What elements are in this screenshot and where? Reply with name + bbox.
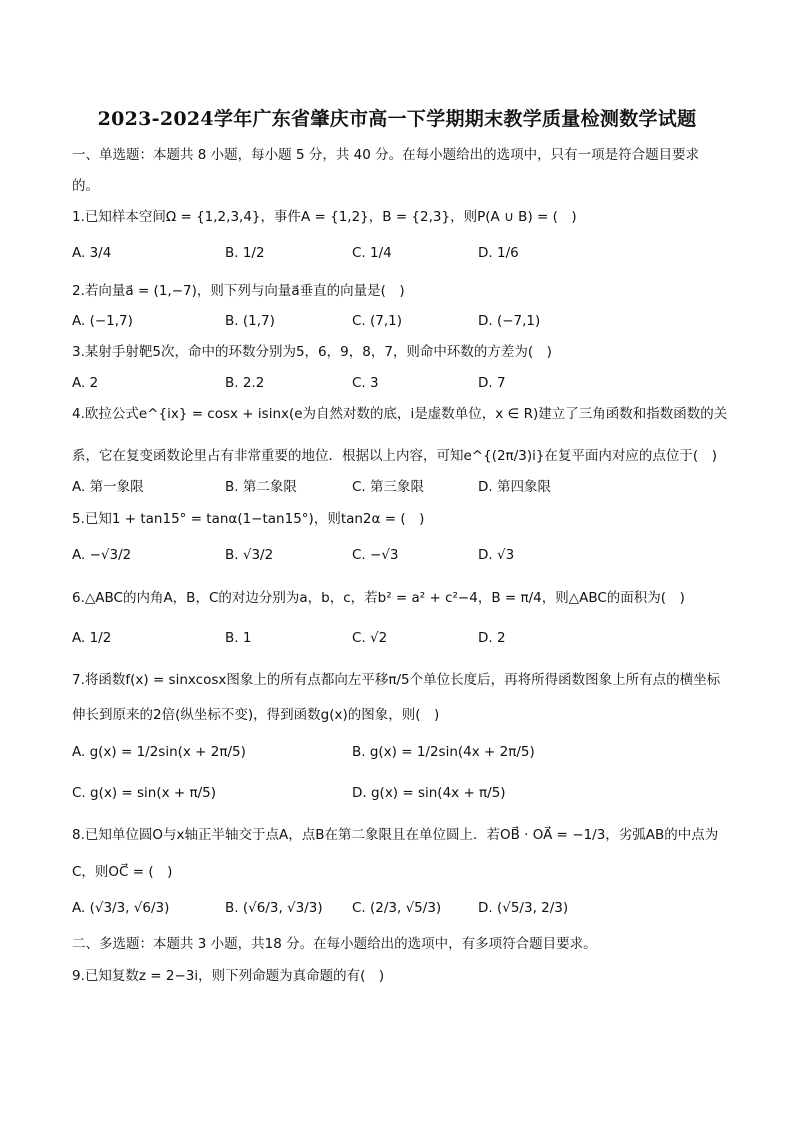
q2-option-b: B. (1,7) (225, 313, 275, 329)
question-7-stem-cont: 伸长到原来的2倍(纵坐标不变)，得到函数g(x)的图象，则( ) (72, 707, 440, 723)
question-7-stem: 7.将函数f(x) = sinxcosx图象上的所有点都向左平移π/5个单位长度后，再将所得函数图象上所有点的横坐标 (72, 672, 721, 688)
q6-option-c: C. √2 (352, 630, 388, 646)
question-3-stem: 3.某射手射靶5次，命中的环数分别为5，6，9，8，7，则命中环数的方差为( ) (72, 344, 552, 360)
q3-option-a: A. 2 (72, 375, 99, 391)
q1-option-c: C. 1/4 (352, 245, 392, 261)
question-6-stem: 6.△ABC的内角A，B，C的对边分别为a，b，c，若b² = a² + c²−4，B = π/4，则△ABC的面积为( ) (72, 590, 685, 606)
q7-option-d: D. g(x) = sin(4x + π/5) (352, 785, 506, 801)
q1-option-d: D. 1/6 (478, 245, 519, 261)
question-1-stem: 1.已知样本空间Ω = {1,2,3,4}，事件A = {1,2}，B = {2,3}，则P(A ∪ B) = ( ) (72, 209, 577, 225)
q7-option-c: C. g(x) = sin(x + π/5) (72, 785, 217, 801)
question-8-stem: 8.已知单位圆O与x轴正半轴交于点A，点B在第二象限且在单位圆上．若OB⃗ · OA⃗ = −1/3，劣弧AB的中点为 (72, 827, 719, 843)
q5-option-c: C. −√3 (352, 547, 399, 563)
question-5-stem: 5.已知1 + tan15° = tanα(1−tan15°)，则tan2α = ( ) (72, 511, 425, 527)
section-2-header: 二、多选题：本题共 3 小题，共18 分。在每小题给出的选项中，有多项符合题目要求。 (72, 936, 597, 952)
q1-option-b: B. 1/2 (225, 245, 265, 261)
q2-option-d: D. (−7,1) (478, 313, 541, 329)
q4-option-a: A. 第一象限 (72, 479, 144, 495)
q8-option-c: C. (2/3, √5/3) (352, 900, 442, 916)
q5-option-b: B. √3/2 (225, 547, 274, 563)
q5-option-a: A. −√3/2 (72, 547, 132, 563)
q7-option-b: B. g(x) = 1/2sin(4x + 2π/5) (352, 744, 535, 760)
q4-option-c: C. 第三象限 (352, 479, 425, 495)
q6-option-d: D. 2 (478, 630, 506, 646)
q1-option-a: A. 3/4 (72, 245, 112, 261)
question-8-stem-cont: C，则OC⃗ = ( ) (72, 864, 173, 880)
q7-option-a: A. g(x) = 1/2sin(x + 2π/5) (72, 744, 246, 760)
q8-option-a: A. (√3/3, √6/3) (72, 900, 170, 916)
question-2-stem: 2.若向量a⃗ = (1,−7)，则下列与向量a⃗垂直的向量是( ) (72, 283, 405, 299)
q8-option-d: D. (√5/3, 2/3) (478, 900, 569, 916)
section-1-header-cont: 的。 (72, 178, 99, 194)
q3-option-b: B. 2.2 (225, 375, 265, 391)
q2-option-c: C. (7,1) (352, 313, 403, 329)
q5-option-d: D. √3 (478, 547, 515, 563)
q4-option-d: D. 第四象限 (478, 479, 551, 495)
page-title: 2023-2024学年广东省肇庆市高一下学期期末教学质量检测数学试题 (97, 108, 697, 130)
q3-option-c: C. 3 (352, 375, 379, 391)
section-1-header: 一、单选题：本题共 8 小题，每小题 5 分，共 40 分。在每小题给出的选项中，只有一项是符合题目要求 (72, 147, 700, 163)
q4-option-b: B. 第二象限 (225, 479, 297, 495)
question-4-stem: 4.欧拉公式e^{ix} = cosx + isinx(e为自然对数的底，i是虚数单位，x ∈ R)建立了三角函数和指数函数的关 (72, 406, 728, 422)
q8-option-b: B. (√6/3, √3/3) (225, 900, 323, 916)
q6-option-a: A. 1/2 (72, 630, 112, 646)
question-9-stem: 9.已知复数z = 2−3i，则下列命题为真命题的有( ) (72, 968, 385, 984)
question-4-stem-cont: 系，它在复变函数论里占有非常重要的地位．根据以上内容，可知e^{(2π/3)i}在复平面内对应的点位于( ) (72, 448, 717, 464)
q3-option-d: D. 7 (478, 375, 506, 391)
q2-option-a: A. (−1,7) (72, 313, 133, 329)
q6-option-b: B. 1 (225, 630, 252, 646)
